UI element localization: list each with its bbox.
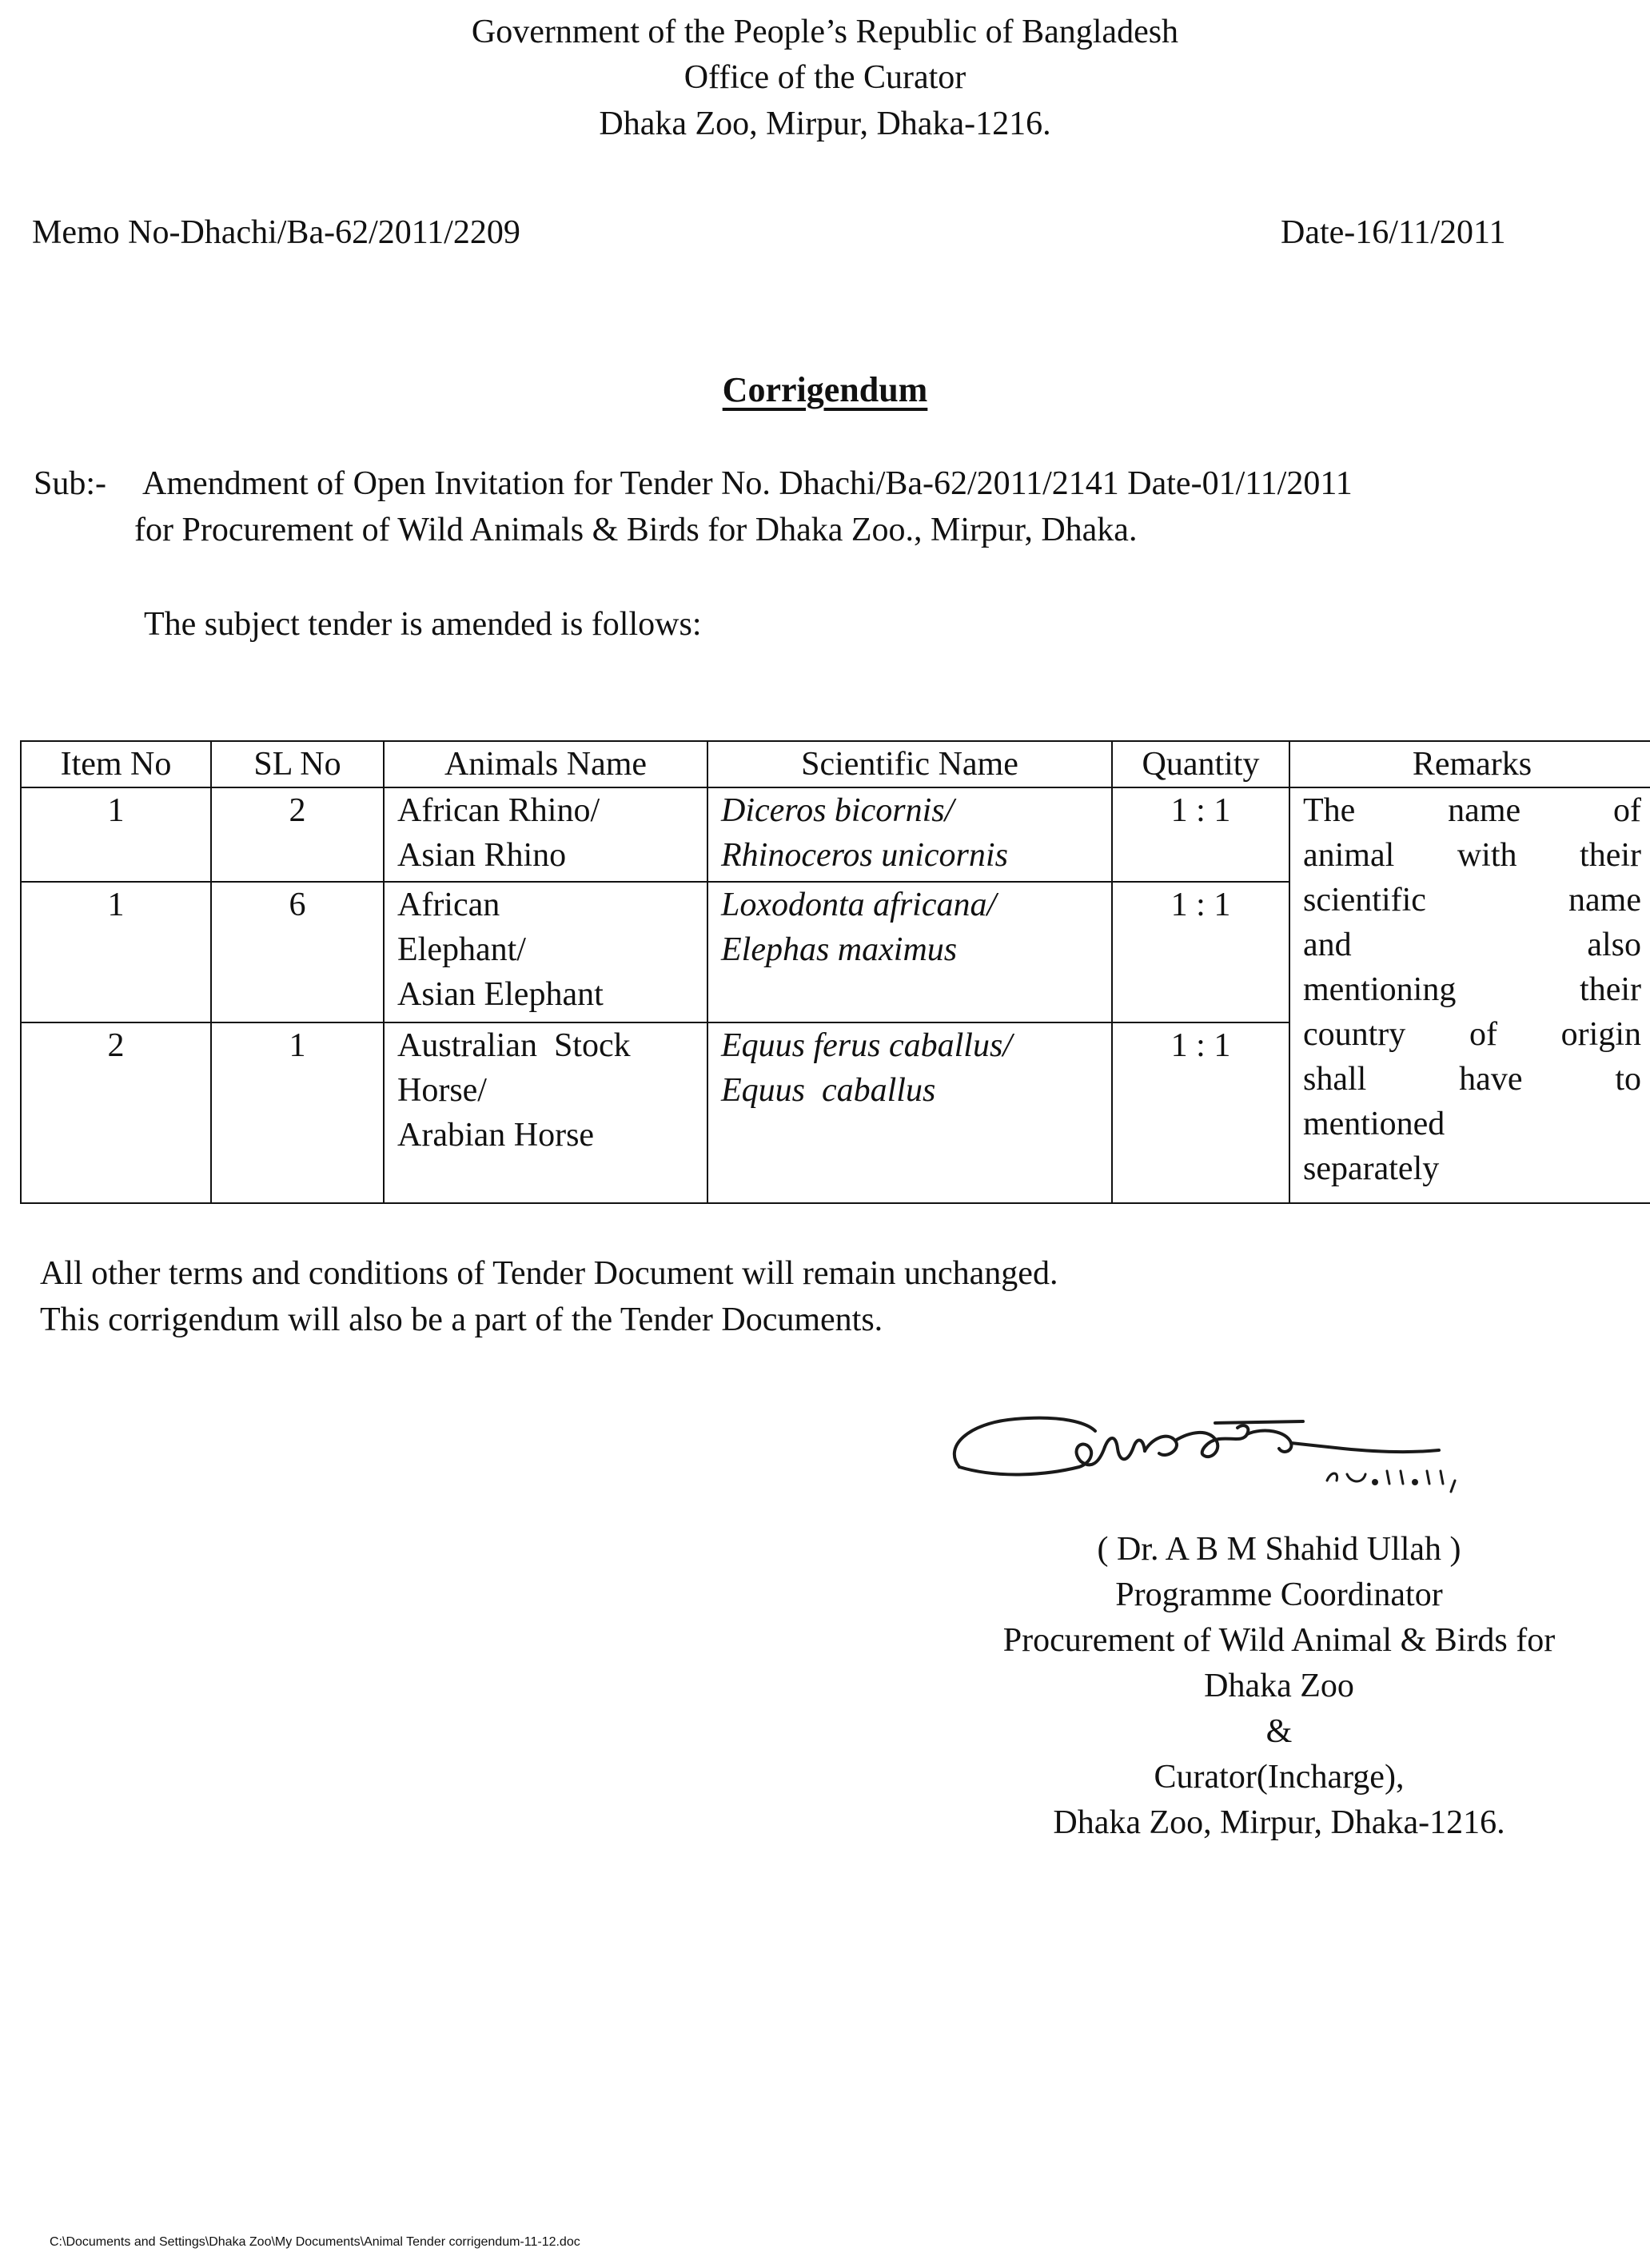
animal-name-line: Asian Elephant: [397, 976, 604, 1013]
animal-name-line: Australian Stock: [397, 1027, 631, 1064]
header-animals-name: Animals Name: [384, 741, 707, 787]
quantity-cell: 1 : 1: [1112, 787, 1289, 882]
remarks-line: The name of: [1303, 792, 1641, 829]
item-no-cell: 2: [21, 1022, 211, 1203]
remarks-line: shall have to: [1303, 1061, 1641, 1098]
remarks-cell: [1289, 787, 1650, 1203]
subject-prefix: Sub:-: [34, 465, 107, 502]
memo-date: Date-16/11/2011: [1281, 214, 1506, 251]
remarks-line: animal with their: [1303, 837, 1641, 874]
scientific-name-cell: [707, 882, 1112, 1022]
header-line-government: Government of the People’s Republic of Bangladesh: [471, 14, 1179, 50]
animal-name-cell: [384, 882, 707, 1022]
header-sl-no: SL No: [211, 741, 384, 787]
signatory-designation: Programme Coordinator: [1115, 1576, 1443, 1613]
signatory-ampersand: &: [1265, 1713, 1293, 1750]
signatory-project-line-2: Dhaka Zoo: [1204, 1668, 1354, 1704]
header-remarks: Remarks: [1289, 741, 1650, 787]
animal-name-line: African Rhino/: [397, 792, 600, 829]
sl-no-cell: 6: [211, 882, 384, 1022]
closing-line-1: All other terms and conditions of Tender Document will remain unchanged.: [40, 1255, 1058, 1292]
signatory-project-line-1: Procurement of Wild Animal & Birds for: [1002, 1622, 1556, 1659]
remarks-line: mentioning their: [1303, 971, 1641, 1008]
animal-name-line: Arabian Horse: [397, 1117, 595, 1154]
header-item-no: Item No: [21, 741, 211, 787]
remarks-line: mentioned: [1303, 1106, 1445, 1142]
scientific-name-line: Rhinoceros unicornis: [721, 837, 1008, 874]
header-line-address: Dhaka Zoo, Mirpur, Dhaka-1216.: [599, 106, 1051, 142]
scientific-name-cell: [707, 787, 1112, 882]
remarks-line: country of origin: [1303, 1016, 1641, 1053]
quantity-cell: 1 : 1: [1112, 1022, 1289, 1203]
document-title: Corrigendum: [722, 370, 928, 409]
handwritten-signature: [927, 1391, 1567, 1511]
intro-text: The subject tender is amended is follows:: [144, 606, 702, 643]
animal-name-cell: [384, 1022, 707, 1203]
quantity-cell: 1 : 1: [1112, 882, 1289, 1022]
animal-name-cell: [384, 787, 707, 882]
header-quantity: Quantity: [1112, 741, 1289, 787]
signatory-office-line-2: Dhaka Zoo, Mirpur, Dhaka-1216.: [1053, 1804, 1505, 1841]
amendment-table: [20, 740, 1650, 1204]
sl-no-cell: 1: [211, 1022, 384, 1203]
remarks-line: scientific name: [1303, 882, 1641, 919]
remarks-line: and also: [1303, 927, 1641, 963]
subject-line-2: for Procurement of Wild Animals & Birds for Dhaka Zoo., Mirpur, Dhaka.: [134, 512, 1138, 548]
animal-name-line: Horse/: [397, 1072, 487, 1109]
table-row: [21, 787, 1650, 882]
scientific-name-line: Elephas maximus: [721, 931, 958, 968]
subject-line-1: Amendment of Open Invitation for Tender No. Dhachi/Ba-62/2011/2141 Date-01/11/2011: [142, 465, 1353, 502]
signatory-name: ( Dr. A B M Shahid Ullah ): [1097, 1531, 1461, 1568]
memo-number: Memo No-Dhachi/Ba-62/2011/2209: [32, 214, 520, 251]
closing-line-2: This corrigendum will also be a part of the Tender Documents.: [40, 1301, 883, 1338]
sl-no-cell: 2: [211, 787, 384, 882]
signatory-office-line-1: Curator(Incharge),: [1154, 1759, 1405, 1796]
animal-name-line: African: [397, 887, 500, 923]
scientific-name-cell: [707, 1022, 1112, 1203]
item-no-cell: 1: [21, 787, 211, 882]
item-no-cell: 1: [21, 882, 211, 1022]
remarks-line: separately: [1303, 1150, 1440, 1187]
header-line-office: Office of the Curator: [684, 59, 966, 96]
table-header-row: [21, 741, 1650, 787]
scientific-name-line: Equus caballus: [721, 1072, 936, 1109]
footer-file-path: C:\Documents and Settings\Dhaka Zoo\My Documents\Animal Tender corrigendum-11-12.doc: [50, 2235, 580, 2249]
header-scientific-name: Scientific Name: [707, 741, 1112, 787]
scientific-name-line: Loxodonta africana/: [721, 887, 997, 923]
animal-name-line: Elephant/: [397, 931, 526, 968]
scientific-name-line: Diceros bicornis/: [721, 792, 955, 829]
scientific-name-line: Equus ferus caballus/: [721, 1027, 1012, 1064]
animal-name-line: Asian Rhino: [397, 837, 567, 874]
